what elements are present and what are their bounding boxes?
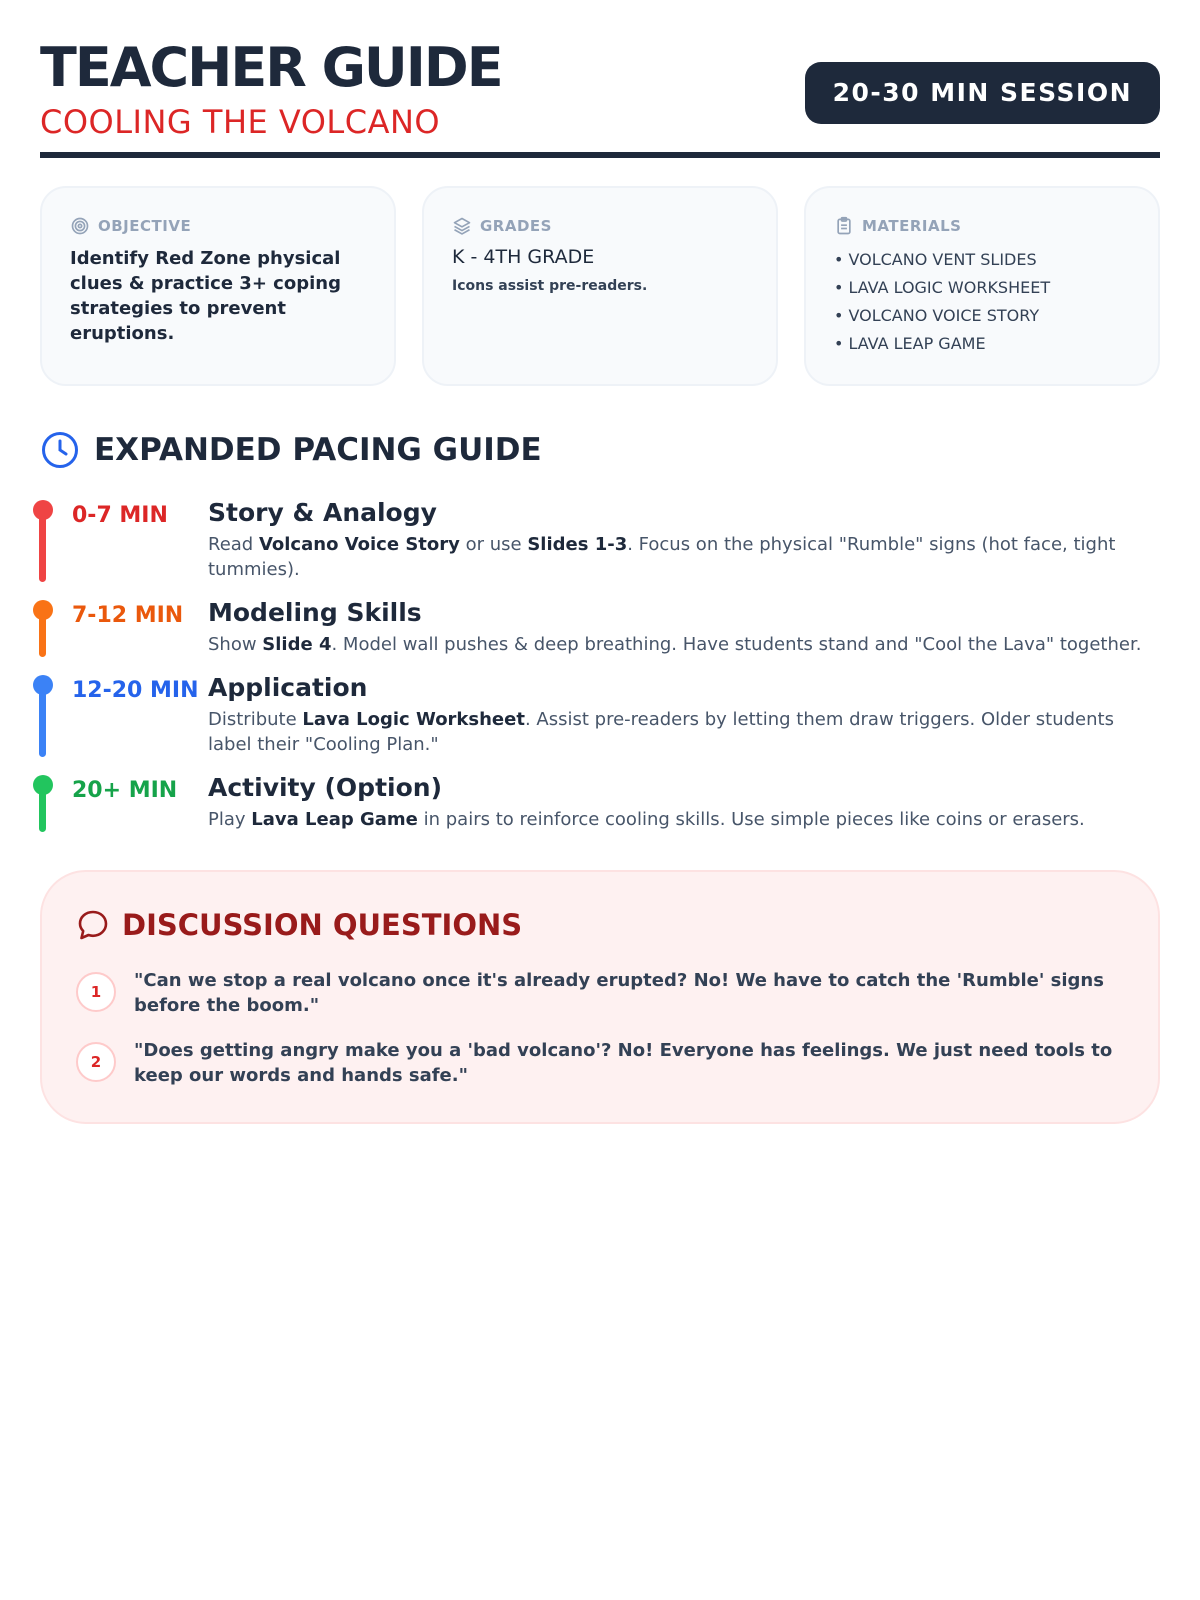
discussion-title: DISCUSSION QUESTIONS xyxy=(122,908,523,942)
materials-card-header xyxy=(834,216,1130,236)
objective-card-header xyxy=(70,216,366,236)
question-number-badge: 2 xyxy=(76,1042,116,1082)
discussion-panel xyxy=(40,870,1160,1124)
objective-text: Identify Red Zone physical clues & practice 3+ coping strategies to prevent eruptions. xyxy=(70,248,341,344)
step-title: Activity (Option) xyxy=(208,773,442,802)
materials-card xyxy=(804,186,1160,386)
step-time: 20+ MIN xyxy=(72,778,178,803)
step-body xyxy=(208,773,1160,832)
question-number-badge: 1 xyxy=(76,972,116,1012)
materials-item: • VOLCANO VOICE STORY xyxy=(834,302,1130,330)
timeline-dot xyxy=(33,600,53,620)
pacing-timeline xyxy=(40,498,1160,832)
question-text: "Can we stop a real volcano once it's already erupted? No! We have to catch the 'Rumble' signs before the boom." xyxy=(134,970,1104,1016)
grades-label: GRADES xyxy=(480,217,552,235)
step-title: Modeling Skills xyxy=(208,598,422,627)
materials-list xyxy=(834,246,1130,358)
pacing-title: EXPANDED PACING GUIDE xyxy=(94,432,542,468)
clipboard-icon xyxy=(834,216,854,236)
objective-card xyxy=(40,186,396,386)
step-time: 7-12 MIN xyxy=(72,603,184,628)
step-body xyxy=(208,673,1160,757)
target-icon xyxy=(70,216,90,236)
pacing-step xyxy=(40,773,1160,832)
grades-card-header xyxy=(452,216,748,236)
discussion-question xyxy=(76,1038,1120,1088)
materials-item: • VOLCANO VENT SLIDES xyxy=(834,246,1130,274)
step-body xyxy=(208,498,1160,582)
title-block xyxy=(40,36,502,142)
grades-card xyxy=(422,186,778,386)
discussion-header xyxy=(76,908,1120,942)
timeline-dot xyxy=(33,775,53,795)
timeline-dot xyxy=(33,675,53,695)
step-body xyxy=(208,598,1160,657)
discussion-question xyxy=(76,968,1120,1018)
step-description: Read Volcano Voice Story or use Slides 1-3. Focus on the physical "Rumble" signs (hot face, tight tummies). xyxy=(208,534,1116,580)
pacing-step xyxy=(40,498,1160,582)
page-subtitle: COOLING THE VOLCANO xyxy=(40,103,441,141)
step-title: Application xyxy=(208,673,368,702)
grades-text: K - 4TH GRADE xyxy=(452,246,595,268)
materials-item: • LAVA LOGIC WORKSHEET xyxy=(834,274,1130,302)
objective-label: OBJECTIVE xyxy=(98,217,192,235)
materials-item: • LAVA LEAP GAME xyxy=(834,330,1130,358)
pacing-step xyxy=(40,673,1160,757)
question-text: "Does getting angry make you a 'bad volcano'? No! Everyone has feelings. We just need tools to keep our words and hands safe." xyxy=(134,1040,1113,1086)
layers-icon xyxy=(452,216,472,236)
materials-label: MATERIALS xyxy=(862,217,962,235)
grades-note: Icons assist pre-readers. xyxy=(452,278,648,294)
step-description: Play Lava Leap Game in pairs to reinforce cooling skills. Use simple pieces like coins or erasers. xyxy=(208,809,1085,830)
pacing-section-title xyxy=(40,430,1160,470)
pacing-step xyxy=(40,598,1160,657)
step-time: 0-7 MIN xyxy=(72,503,168,528)
header xyxy=(40,36,1160,158)
step-time: 12-20 MIN xyxy=(72,678,199,703)
step-description: Show Slide 4. Model wall pushes & deep breathing. Have students stand and "Cool the Lava" together. xyxy=(208,634,1142,655)
session-badge: 20-30 MIN SESSION xyxy=(805,62,1160,124)
timeline-dot xyxy=(33,500,53,520)
speech-bubble-icon xyxy=(76,908,110,942)
clock-icon xyxy=(40,430,80,470)
step-description: Distribute Lava Logic Worksheet. Assist pre-readers by letting them draw triggers. Older students label their "Cooling Plan." xyxy=(208,709,1114,755)
questions-list xyxy=(76,968,1120,1088)
info-cards xyxy=(40,186,1160,386)
page-title: TEACHER GUIDE xyxy=(40,36,502,99)
step-title: Story & Analogy xyxy=(208,498,437,527)
